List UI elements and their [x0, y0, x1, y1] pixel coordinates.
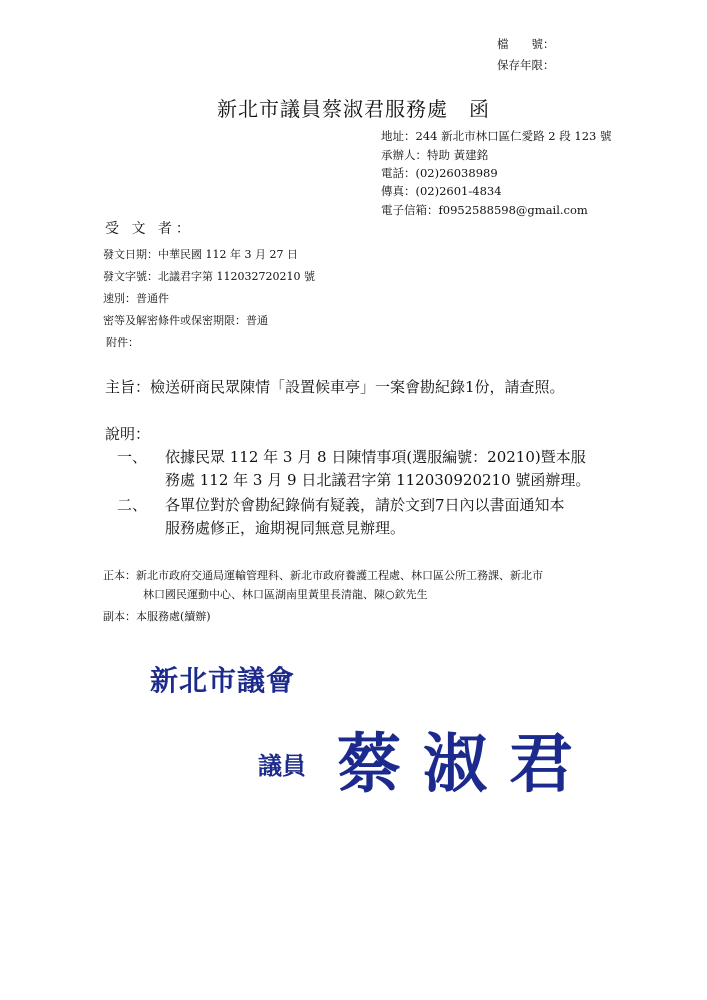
contact-handler: 承辦人：特助 黃建銘 [381, 148, 489, 162]
councilor-name-seal: 蔡淑君 [337, 727, 595, 802]
document-number: 發文字號：北議君字第 112032720210 號 [103, 270, 315, 283]
contact-fax: 傳真：(02)2601-4834 [381, 184, 502, 198]
description-item-2 [117, 494, 565, 515]
description-title: 說明： [105, 425, 151, 443]
description-item-1 [117, 446, 586, 467]
document-title: 新北市議員蔡淑君服務處 函 [217, 97, 490, 121]
subject-line: 主旨：檢送研商民眾陳情「設置候車亭」一案會勘紀錄1份，請查照。 [105, 378, 565, 396]
item-text: 各單位對於會勘紀錄倘有疑義，請於文到7日內以書面通知本 [165, 496, 565, 514]
recipient-label: 受 文 者： [105, 221, 194, 237]
council-seal-text: 新北市議會 [150, 664, 296, 697]
secrecy-level: 密等及解密條件或保密期限：普通 [103, 314, 268, 327]
original-recipients: 正本：新北市政府交通局運輸管理科、新北市政府養護工程處、林口區公所工務課、新北市 [103, 569, 543, 582]
file-number-label: 檔 號： [497, 37, 555, 51]
contact-address: 地址：244 新北市林口區仁愛路 2 段 123 號 [381, 129, 612, 143]
copy-recipients: 副本：本服務處(續辦) [103, 610, 211, 623]
retention-period-label: 保存年限： [497, 58, 555, 72]
contact-phone: 電話：(02)26038989 [381, 166, 498, 180]
description-item-2-cont: 服務處修正，逾期視同無意見辦理。 [165, 519, 406, 537]
councilor-title-seal: 議員 [258, 751, 306, 780]
original-recipients-cont: 林口國民運動中心、林口區湖南里黃里長清龍、陳○欽先生 [143, 588, 428, 601]
item-number: 二、 [117, 496, 148, 514]
contact-email: 電子信箱：f0952588598@gmail.com [381, 203, 588, 217]
issue-date: 發文日期：中華民國 112 年 3 月 27 日 [103, 248, 298, 261]
description-item-1-cont: 務處 112 年 3 月 9 日北議君字第 112030920210 號函辦理。 [165, 471, 591, 489]
speed-class: 速別：普通件 [103, 292, 169, 305]
item-text: 依據民眾 112 年 3 月 8 日陳情事項(選服編號：20210)暨本服 [165, 448, 586, 466]
item-number: 一、 [117, 448, 148, 466]
attachment-label: 附件： [106, 336, 139, 349]
